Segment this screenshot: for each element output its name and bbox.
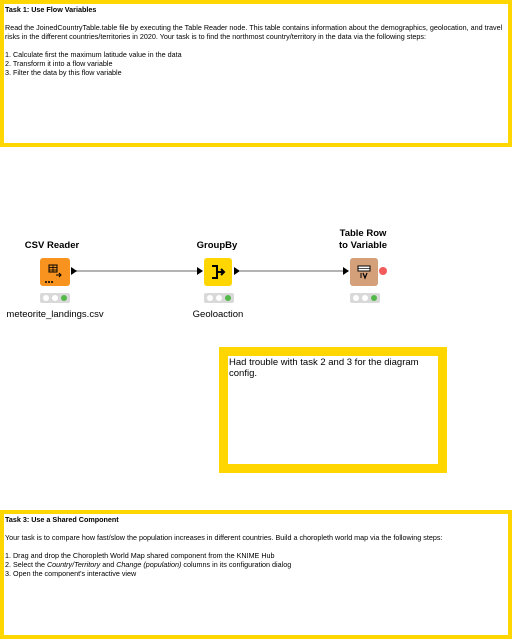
task3-step-2-prefix: 2. Select the bbox=[5, 560, 47, 569]
tablerow-status bbox=[350, 293, 380, 303]
task3-title: Task 3: Use a Shared Component bbox=[5, 515, 119, 524]
task1-step-1: 1. Calculate first the maximum latitude value in the data bbox=[5, 50, 182, 59]
status-light-yellow bbox=[362, 295, 368, 301]
connection-csv-to-groupby[interactable] bbox=[76, 270, 198, 272]
task3-annotation[interactable] bbox=[0, 510, 512, 639]
groupby-title[interactable]: GroupBy bbox=[196, 240, 238, 251]
status-light-yellow bbox=[216, 295, 222, 301]
connection-groupby-to-tablerow[interactable] bbox=[240, 270, 344, 272]
tablerow-to-variable-node[interactable] bbox=[350, 258, 378, 286]
task1-title: Task 1: Use Flow Variables bbox=[5, 5, 97, 14]
task3-step-2-mid: and bbox=[100, 560, 117, 569]
task3-step-1: 1. Drag and drop the Choropleth World Map shared component from the KNIME Hub bbox=[5, 551, 275, 560]
note-annotation[interactable] bbox=[219, 347, 447, 473]
task3-step-2-suffix: columns in its configuration dialog bbox=[181, 560, 292, 569]
table-to-variable-icon bbox=[350, 258, 378, 286]
task3-step-2-column-country: Country/Territory bbox=[46, 560, 101, 569]
csv-reader-status bbox=[40, 293, 70, 303]
task3-description: Your task is to compare how fast/slow the population increases in different countries. Build a choropleth world map via the following steps: bbox=[5, 533, 443, 542]
status-light-red bbox=[43, 295, 49, 301]
groupby-label[interactable]: Geoloaction bbox=[192, 309, 244, 320]
tablerow-to-variable-title-line2[interactable]: to Variable bbox=[338, 240, 388, 251]
task1-step-2: 2. Transform it into a flow variable bbox=[5, 59, 113, 68]
task3-step-2 bbox=[5, 560, 508, 569]
groupby-icon bbox=[204, 258, 232, 286]
status-light-green bbox=[61, 295, 67, 301]
groupby-status bbox=[204, 293, 234, 303]
task3-step-2-column-change: Change (population) bbox=[116, 560, 182, 569]
tablerow-input-port[interactable] bbox=[343, 267, 349, 275]
groupby-input-port[interactable] bbox=[197, 267, 203, 275]
tablerow-variable-output-port[interactable] bbox=[379, 267, 387, 275]
csv-reader-output-port[interactable] bbox=[71, 267, 77, 275]
status-light-green bbox=[371, 295, 377, 301]
status-light-red bbox=[353, 295, 359, 301]
task1-annotation[interactable] bbox=[0, 0, 512, 147]
groupby-node[interactable] bbox=[204, 258, 232, 286]
task3-step-3: 3. Open the component's interactive view bbox=[5, 569, 137, 578]
status-light-yellow bbox=[52, 295, 58, 301]
note-text: Had trouble with task 2 and 3 for the diagram config. bbox=[229, 357, 419, 379]
csv-reader-label[interactable]: meteorite_landings.csv bbox=[6, 309, 104, 320]
groupby-output-port[interactable] bbox=[234, 267, 240, 275]
csv-reader-node[interactable] bbox=[40, 258, 70, 286]
status-light-green bbox=[225, 295, 231, 301]
table-reader-icon bbox=[40, 258, 70, 286]
tablerow-to-variable-title-line1[interactable]: Table Row bbox=[339, 228, 387, 239]
task1-step-3: 3. Filter the data by this flow variable bbox=[5, 68, 122, 77]
task1-description: Read the JoinedCountryTable.table file by executing the Table Reader node. This table contains information about the demographics, geolocation, and travel risks in the different countries/territories in 2020. Your task is to find the northmost country/territory in the data via the following steps: bbox=[5, 23, 503, 41]
csv-reader-title[interactable]: CSV Reader bbox=[24, 240, 80, 251]
status-light-red bbox=[207, 295, 213, 301]
